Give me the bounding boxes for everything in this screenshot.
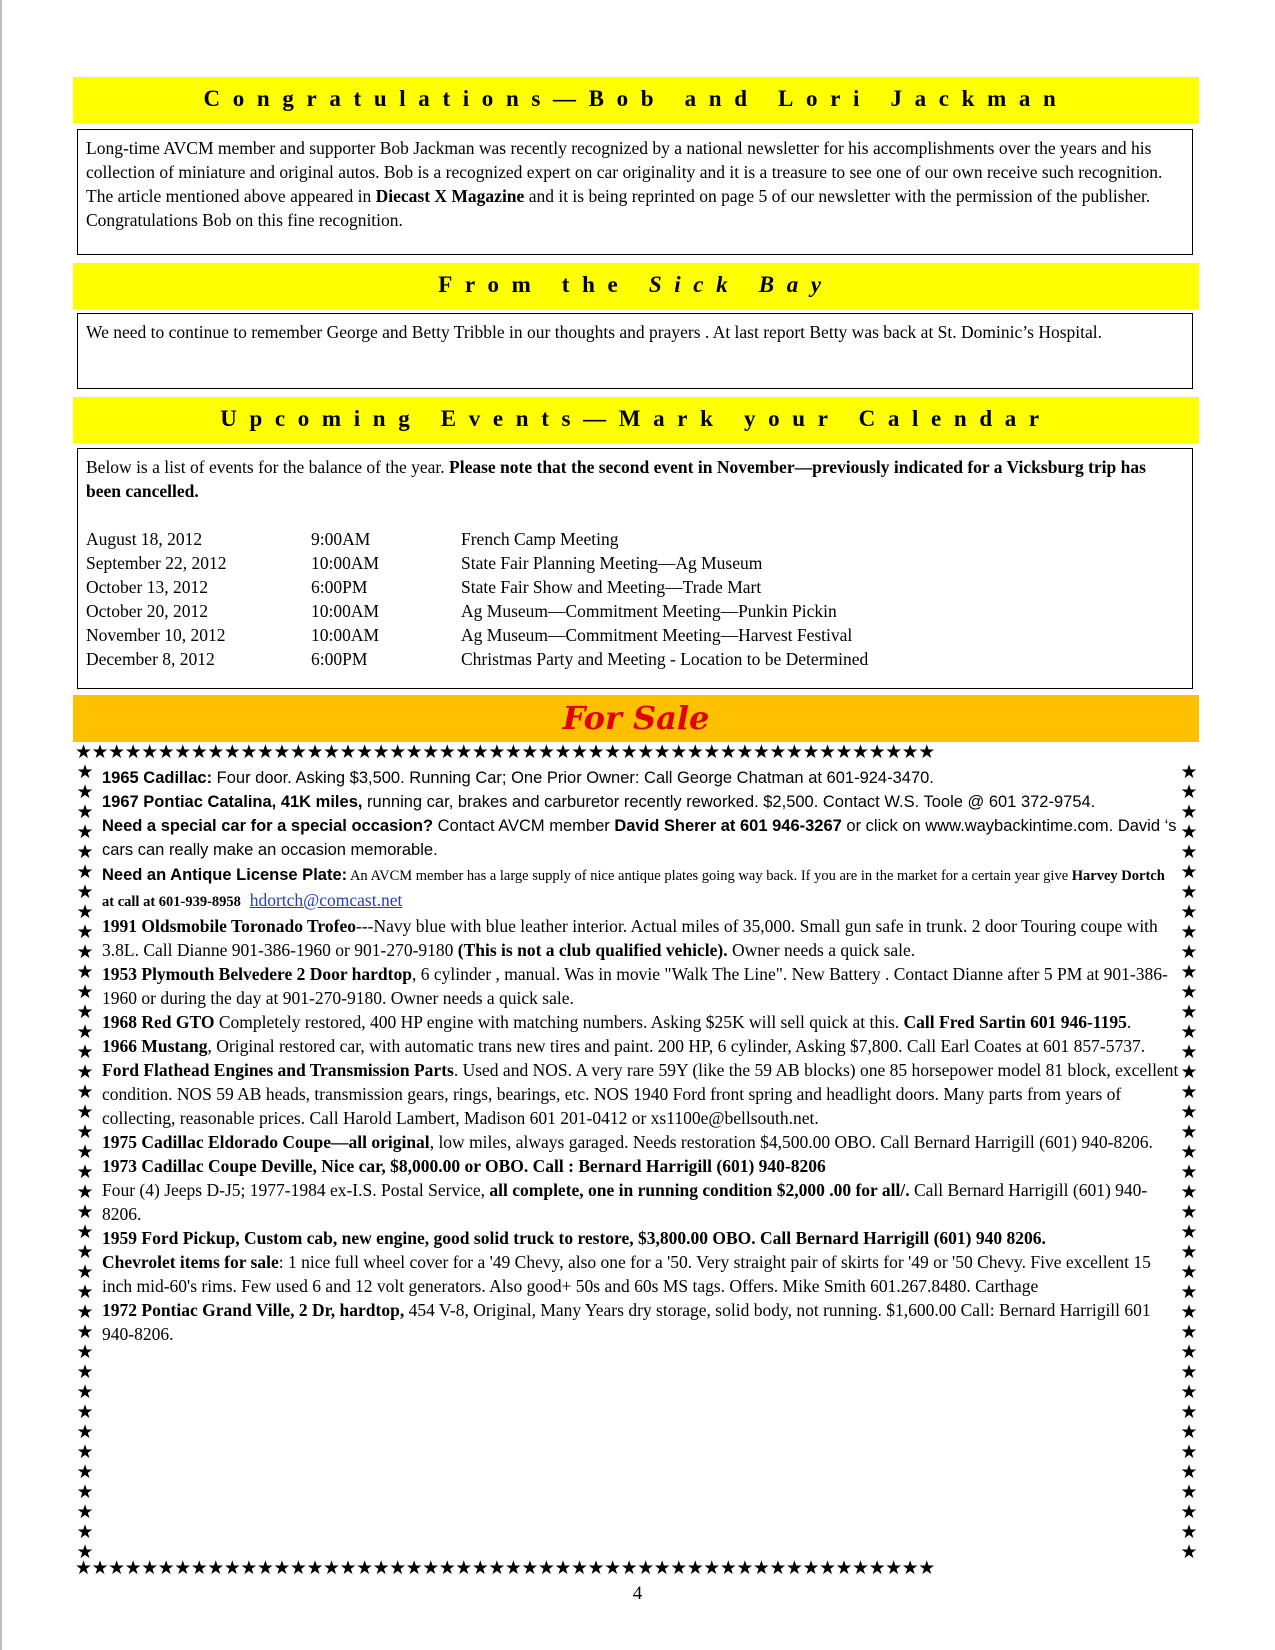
list-item	[102, 1058, 1180, 1130]
event-date: October 13, 2012	[86, 577, 208, 597]
item-heading: 1965 Cadillac:	[102, 769, 213, 787]
item-heading: Chevrolet items for sale	[102, 1252, 279, 1272]
event-date: August 18, 2012	[86, 529, 203, 549]
list-item	[102, 1154, 1180, 1178]
item-heading: 1975 Cadillac Eldorado Coupe—all original	[102, 1132, 430, 1152]
item-heading: 1966 Mustang	[102, 1036, 208, 1056]
sickbay-body: We need to continue to remember George and Betty Tribble in our thoughts and prayers . At last report Betty was back at St. Dominic’s Hospital.	[86, 322, 1102, 342]
item-text: , 6 cylinder , manual. Was in movie "Walk The Line". New Battery . Contact Dianne after 5 PM at 901-386-1960 or during the day at 901-270-9180. Owner needs a quick sale.	[102, 964, 1168, 1008]
sickbay-title-italic: Sick Bay	[648, 272, 834, 297]
congrats-text-2: and it is being reprinted on page 5 of our newsletter with the permission of the publisher. Congratulations Bob on this fine recognition.	[86, 186, 1151, 230]
item-text: Four (4) Jeeps D-J5; 1977-1984 ex-I.S. Postal Service,	[102, 1180, 490, 1200]
item-heading: 1973 Cadillac Coupe Deville, Nice car, $8,000.00 or OBO. Call : Bernard Harrigill (601) 940-8206	[102, 1156, 826, 1176]
event-date: November 10, 2012	[86, 625, 226, 645]
event-name: Ag Museum—Commitment Meeting—Harvest Festival	[461, 625, 853, 645]
item-heading: 1968 Red GTO	[102, 1012, 215, 1032]
item-heading: 1959 Ford Pickup, Custom cab, new engine, good solid truck to restore, $3,800.00 OBO. Call Bernard Harrigill (601) 940 8206.	[102, 1228, 1046, 1248]
item-text: An AVCM member has a large supply of nice antique plates going way back. If you are in the market for a certain year give	[347, 868, 1072, 884]
forsale-title: For Sale	[562, 699, 710, 737]
list-item	[102, 814, 1180, 862]
item-text: Call Bernard Harrigill (601) 940-8206.	[102, 1180, 1148, 1224]
star-border-top: ★★★★★★★★★★★★★★★★★★★★★★★★★★★★★★★★★★★★★★★★★★★★★★★★★★★★	[75, 741, 935, 763]
item-contact: David Sherer at 601 946-3267	[614, 817, 842, 835]
event-date: December 8, 2012	[86, 649, 215, 669]
star-border-right: ★ ★ ★ ★ ★ ★ ★ ★ ★ ★ ★ ★ ★ ★ ★ ★ ★ ★ ★ ★ ★ ★ ★ ★ ★ ★ ★ ★ ★ ★ ★ ★ ★ ★ ★ ★ ★ ★ ★ ★	[1180, 761, 1198, 1563]
item-heading: Ford Flathead Engines and Transmission Parts	[102, 1060, 454, 1080]
sickbay-banner	[73, 263, 1199, 309]
event-date: September 22, 2012	[86, 553, 227, 573]
event-row	[86, 623, 1184, 647]
events-banner	[73, 397, 1199, 443]
list-item	[102, 1034, 1180, 1058]
event-name: Christmas Party and Meeting - Location to be Determined	[461, 649, 869, 669]
item-heading: 1953 Plymouth Belvedere 2 Door hardtop	[102, 964, 412, 984]
item-text: Owner needs a quick sale.	[727, 940, 916, 960]
list-item	[102, 1250, 1180, 1298]
list-item	[102, 914, 1180, 962]
email-link[interactable]: hdortch@comcast.net	[249, 890, 403, 910]
sickbay-title-1: From the	[438, 272, 649, 297]
star-border-bottom: ★★★★★★★★★★★★★★★★★★★★★★★★★★★★★★★★★★★★★★★★★★★★★★★★★★★★	[75, 1557, 935, 1579]
item-text: Contact AVCM member	[433, 817, 615, 835]
event-name: State Fair Planning Meeting—Ag Museum	[461, 553, 763, 573]
congrats-box	[77, 129, 1193, 255]
events-box	[77, 448, 1193, 689]
item-text: running car, brakes and carburetor recently reworked. $2,500. Contact W.S. Toole @ 601 372-9754.	[362, 793, 1096, 811]
list-item	[102, 1226, 1180, 1250]
list-item	[102, 862, 1180, 914]
event-time: 10:00AM	[311, 553, 380, 573]
sickbay-box	[77, 313, 1193, 389]
item-heading: 1972 Pontiac Grand Ville, 2 Dr, hardtop,	[102, 1300, 405, 1320]
forsale-list	[102, 766, 1180, 1346]
event-name: Ag Museum—Commitment Meeting—Punkin Pickin	[461, 601, 837, 621]
events-title: Upcoming Events—Mark your Calendar	[220, 406, 1052, 431]
item-text: Completely restored, 400 HP engine with matching numbers. Asking $25K will sell quick at this.	[214, 1012, 904, 1032]
event-time: 10:00AM	[311, 625, 380, 645]
item-text: ---Navy blue with blue leather interior. Actual miles of 35,000. Small gun safe in trunk. 2 door Touring coupe with 3.8L. Call Dianne 901-386-1960 or 901-270-9180	[102, 916, 1158, 960]
events-intro-text: Below is a list of events for the balance of the year.	[86, 457, 450, 477]
event-name: French Camp Meeting	[461, 529, 619, 549]
events-intro-bold: Please note that the second event in November—previously indicated for a Vicksburg trip has been cancelled.	[86, 457, 1146, 501]
event-time: 6:00PM	[311, 649, 368, 669]
event-date: October 20, 2012	[86, 601, 208, 621]
item-heading: all complete, one in running condition $2,000 .00 for all/.	[489, 1180, 910, 1200]
item-contact: Call Fred Sartin 601 946-1195	[903, 1012, 1127, 1032]
item-text: 454 V-8, Original, Many Years dry storage, solid body, not running. $1,600.00 Call: Bernard Harrigill 601 940-8206.	[102, 1300, 1151, 1344]
item-text: , Original restored car, with automatic trans new tires and paint. 200 HP, 6 cylinder, Asking $7,800. Call Earl Coates at 601 857-5737.	[207, 1036, 1146, 1056]
star-border-left: ★ ★ ★ ★ ★ ★ ★ ★ ★ ★ ★ ★ ★ ★ ★ ★ ★ ★ ★ ★ ★ ★ ★ ★ ★ ★ ★ ★ ★ ★ ★ ★ ★ ★ ★ ★ ★ ★ ★ ★	[76, 761, 94, 1563]
item-text: . Used and NOS. A very rare 59Y (like the 59 AB blocks) one 85 horsepower model 81 block, excellent condition. NOS 59 AB heads, transmission gears, rings, bearings, etc. NOS 1940 Ford front spring and headlight doors. Many parts from years of collecting, reasonable prices. Call Harold Lambert, Madison 601 201-0412 or xs1100e@bellsouth.net.	[102, 1060, 1179, 1128]
item-heading: 1967 Pontiac Catalina, 41K miles,	[102, 793, 363, 811]
item-text: : 1 nice full wheel cover for a '49 Chevy, also one for a '50. Very straight pair of skirts for '49 or '50 Chevy. Five excellent 15 inch mid-60's rims. Few used 6 and 12 volt generators. Also good+ 50s and 60s MS tags. Offers. Mike Smith 601.267.8480. Carthage	[102, 1252, 1151, 1296]
page-edge	[0, 0, 2, 1650]
congrats-title: Congratulations—Bob and Lori Jackman	[203, 86, 1069, 111]
list-item	[102, 1178, 1180, 1226]
congrats-magazine: Diecast X Magazine	[375, 186, 525, 206]
item-heading: Need a special car for a special occasion?	[102, 817, 434, 835]
event-row	[86, 575, 1184, 599]
item-text: , low miles, always garaged. Needs restoration $4,500.00 OBO. Call Bernard Harrigill (601) 940-8206.	[429, 1132, 1153, 1152]
page-number: 4	[632, 1583, 643, 1604]
item-text: Four door. Asking $3,500. Running Car; One Prior Owner: Call George Chatman at 601-924-3470.	[212, 769, 934, 787]
list-item	[102, 766, 1180, 790]
event-name: State Fair Show and Meeting—Trade Mart	[461, 577, 762, 597]
events-intro	[86, 455, 1184, 503]
event-time: 6:00PM	[311, 577, 368, 597]
list-item	[102, 962, 1180, 1010]
event-time: 9:00AM	[311, 529, 371, 549]
congrats-body	[86, 136, 1184, 232]
list-item	[102, 1010, 1180, 1034]
forsale-banner	[73, 695, 1199, 742]
item-heading: Need an Antique License Plate:	[102, 866, 348, 884]
event-row	[86, 551, 1184, 575]
list-item	[102, 790, 1180, 814]
list-item	[102, 1130, 1180, 1154]
congrats-text-1: Long-time AVCM member and supporter Bob Jackman was recently recognized by a national newsletter for his accomplishments over the years and his collection of miniature and original autos. Bob is a recognized expert on car originality and it is a treasure to see one of our own receive such recognition. The article mentioned above appeared in	[86, 138, 1163, 206]
item-heading: 1991 Oldsmobile Toronado Trofeo	[102, 916, 356, 936]
list-item	[102, 1298, 1180, 1346]
event-time: 10:00AM	[311, 601, 380, 621]
item-contact: Harvey Dortch at call at 601-939-8958	[102, 868, 1165, 910]
event-row	[86, 647, 1184, 671]
event-row	[86, 599, 1184, 623]
item-text: .	[1126, 1012, 1132, 1032]
congrats-banner	[73, 77, 1199, 123]
item-note: (This is not a club qualified vehicle).	[457, 940, 728, 960]
event-row	[86, 527, 1184, 551]
item-text: or click on www.waybackintime.com. David ‘s cars can really make an occasion memorable.	[102, 817, 1177, 859]
